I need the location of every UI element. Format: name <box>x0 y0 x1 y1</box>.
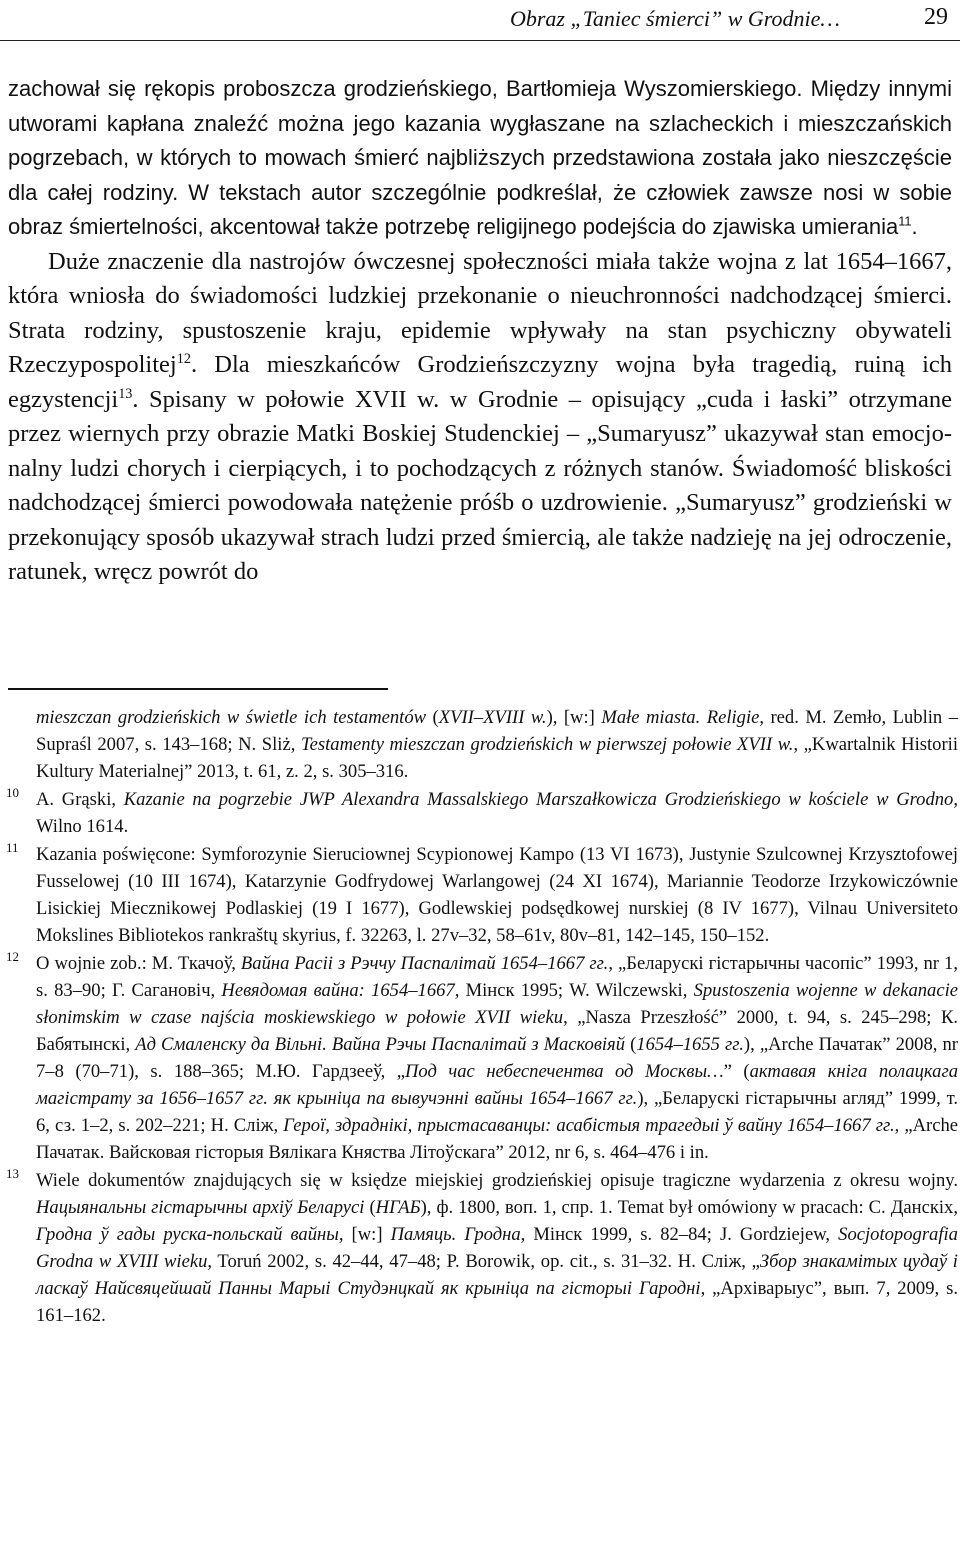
text-run: НГАБ <box>375 1197 421 1218</box>
text-run: Герої, здраднікі, прыстасаванцы: асабістыя трагедыі ў вайну 1654–1667 гг. <box>283 1115 895 1136</box>
text-run: , [w:] <box>338 1224 391 1245</box>
footnotes <box>0 704 958 1329</box>
text-run: ( <box>426 707 439 728</box>
text-run: Socjotopografia Grodna w XVIII wieku <box>36 1224 958 1272</box>
footnote-12 <box>0 950 958 1166</box>
text-run: Kazanie na pogrzebie JWP Alexandra Massalskiego Marszałkowicza Grodzieńskiego w kościele w Grodno, <box>123 789 959 810</box>
text-run: Duże znaczenie dla nastrojów ówczesnej społeczności miała także wojna z lat 1654–1667, która wniosła do świadomości ludzkiej przekonanie o nieuchronności nadchodzącej śmierci. Strata rodziny, spustoszenie kraju, epidemie wpływały na stan psychiczny obywateli Rzeczypospolitej <box>8 247 952 378</box>
text-run: Невядомая вайна: 1654–1667, <box>221 980 460 1001</box>
page-number: 29 <box>924 4 948 30</box>
footnote-separator <box>8 688 388 690</box>
text-run: O wojnie zob.: M. Ткачоў, <box>36 953 241 974</box>
text-run: ( <box>364 1197 376 1218</box>
footnote-number: 11 <box>6 840 19 855</box>
text-run: Ад Смаленску да Вільні. Вайна Рэчы Паспалітай з Масковіяй <box>135 1034 625 1055</box>
footnote-number: 13 <box>6 1166 19 1181</box>
text-run: Мінск 1995; W. Wilczewski, <box>459 980 694 1001</box>
text-run: Spustoszenia wojenne w dekanacie słonimskim w czase najścia moskiewskiego w połowie XVII wieku <box>36 980 959 1028</box>
text-run: актавая кніга полацкага магістрату за 1656–1657 гг. як крыніца па вывучэнні вайны 1654–1667 гг. <box>36 1061 958 1109</box>
running-title: Obraz „Taniec śmierci” w Grodnie… <box>509 6 840 31</box>
text-run: Памяць. Гродна <box>390 1224 521 1245</box>
text-run: 1654–1655 гг. <box>636 1034 744 1055</box>
text-run: Гродна ў гады руска-польскай вайны <box>36 1224 339 1245</box>
text-run: , red. M. Zemło, Lublin – Supraśl 2007, s. 143–168; N. Sliż, <box>36 707 958 755</box>
text-run: Małe miasta. Religie <box>601 707 760 728</box>
text-run: , „Kwartalnik Historii Kultury Materialnej” 2013, t. 61, z. 2, s. 305–316. <box>36 734 958 782</box>
text-run: , Toruń 2002, s. 42–44, 47–48; P. Borowik, op. cit., s. 31–32. Н. Сліж, „ <box>207 1251 760 1272</box>
footnote-continued <box>0 704 958 785</box>
text-run: Збор знакамітых цудаў і ласкаў Найсвяцейшай Панны Марыі Студэнцкай як крыніца па гісторыі Гародні <box>36 1251 958 1299</box>
text-run: ), „Arche Пачатак” 2008, nr 7–8 (70–71), s. 188–365; М.Ю. Гардзееў, „ <box>36 1034 958 1082</box>
text-run: ), ф. 1800, воп. 1, спр. 1. Temat był omówiony w pracach: С. Данскіх, <box>420 1197 959 1218</box>
text-run: mieszczan grodzieńskich w świetle ich testamentów <box>36 707 427 728</box>
text-run: Нацыянальны гістарычны архіў Беларусі <box>36 1197 365 1218</box>
text-run: . Spisany w połowie XVII w. w Grodnie – opisujący „cuda i łaski” otrzymane przez wiernych przy obrazie Matki Boskiej Studenckiej – „Sumaryusz” ukazywał stan emocjonalny ludzi chorych i cierpiących, i to pochodzących z różnych stanów. Świadomość bliskości nadchodzącej śmierci powodowała natężenie próśb o uzdrowienie. „Sumaryusz” grodzieński w przekonujący sposób ukazywał strach ludzi przed śmiercią, ale także nadzieję na jej odroczenie, ratunek, wręcz powrót do <box>8 385 952 585</box>
text-run: . Dla mieszkańców Grodzieńszczyzny wojna była tragedią, ruiną ich egzystencji <box>8 351 952 413</box>
text-run: , „Беларускі гістарычны часопіс” 1993, nr 1, s. 83–90; Г. Сагановіч, <box>36 953 958 1001</box>
text-run: Testamenty mieszczan grodzieńskich w pierwszej połowie XVII w. <box>300 734 794 755</box>
text-run: , „Arche Пачатак. Вайсковая гісторыя Вялікага Княства Літоўскага” 2012, nr 6, s. 464–476 i in. <box>36 1115 958 1163</box>
text-run: Wilno 1614. <box>36 816 129 837</box>
text-run: . <box>911 214 918 239</box>
text-run: Под час небеспечентва од Москвы… <box>405 1061 724 1082</box>
main-text <box>8 72 952 590</box>
footnote-number: 12 <box>6 949 19 964</box>
footnote-13 <box>0 1167 958 1329</box>
header-rule <box>0 40 960 41</box>
text-run: ), [w:] <box>546 707 602 728</box>
text-run: Вайна Расii з Рэччу Паспалiтай 1654–1667 гг. <box>240 953 609 974</box>
text-run: , „Архіварыус”, вып. 7, 2009, s. 161–162. <box>36 1278 958 1326</box>
text-run: , „Nasza Przeszłość” 2000, t. 94, s. 245–298; К. Бабятынскі, <box>36 1007 958 1055</box>
footnote-ref-11[interactable]: 11 <box>898 213 912 229</box>
footnote-11 <box>0 841 958 949</box>
text-run: , Мінск 1999, s. 82–84; J. Gordziejew, <box>520 1224 839 1245</box>
text-run: ), „Беларускі гістарычны агляд” 1999, т. 6, сз. 1–2, s. 202–221; Н. Сліж, <box>36 1088 958 1136</box>
text-run: XVII–XVIII w. <box>438 707 547 728</box>
footnote-number: 10 <box>6 785 19 800</box>
paragraph-2 <box>8 245 952 590</box>
paragraph-1 <box>8 72 952 245</box>
text-run: Wiele dokumentów znajdujących się w księdze miejskiej grodzieńskiej opisuje tragiczne wydarzenia z okresu wojny. <box>36 1170 958 1191</box>
text-run: Kazania poświęcone: Symforozynie Sieruciownej Scypionowej Kampo (13 VI 1673), Justynie Szulcownej Krzysztofowej Fusselowej (10 III 1674), Katarzynie Godfrydowej Warlangowej (24 XI 1674), Mariannie Teodorze Irzykowiczównie Lisickiej Miecznikowej Podlaskiej (19 I 1677), Godlewskiej podsędkowej nurskiej (8 IV 1677), Vilnau Universiteto Mokslines Bibliotekos rankraštų skyrius, f. 32263, l. 27v–32, 58–61v, 80v–81, 142–145, 150–152. <box>36 844 958 946</box>
footnote-10 <box>0 786 958 840</box>
page-header <box>0 0 960 56</box>
footnote-ref-13[interactable]: 13 <box>118 385 133 402</box>
text-run: ( <box>625 1034 637 1055</box>
text-run: A. Grąski, <box>36 789 124 810</box>
text-run: zachował się rękopis proboszcza grodzieńskiego, Bartłomieja Wyszomierskiego. Między innymi utworami kapłana znaleźć można jego kazania wygłaszane na szlacheckich i mieszczańskich pogrzebach, w których to mowach śmierć najbliższych przedstawiona została jako nieszczęście dla całej rodziny. W tekstach autor szczególnie podkreślał, że człowiek zawsze nosi w sobie obraz śmiertelności, akcentował także potrzebę religijnego podejścia do zjawiska umierania <box>8 76 952 239</box>
text-run: ” ( <box>723 1061 750 1082</box>
footnote-ref-12[interactable]: 12 <box>176 350 191 367</box>
